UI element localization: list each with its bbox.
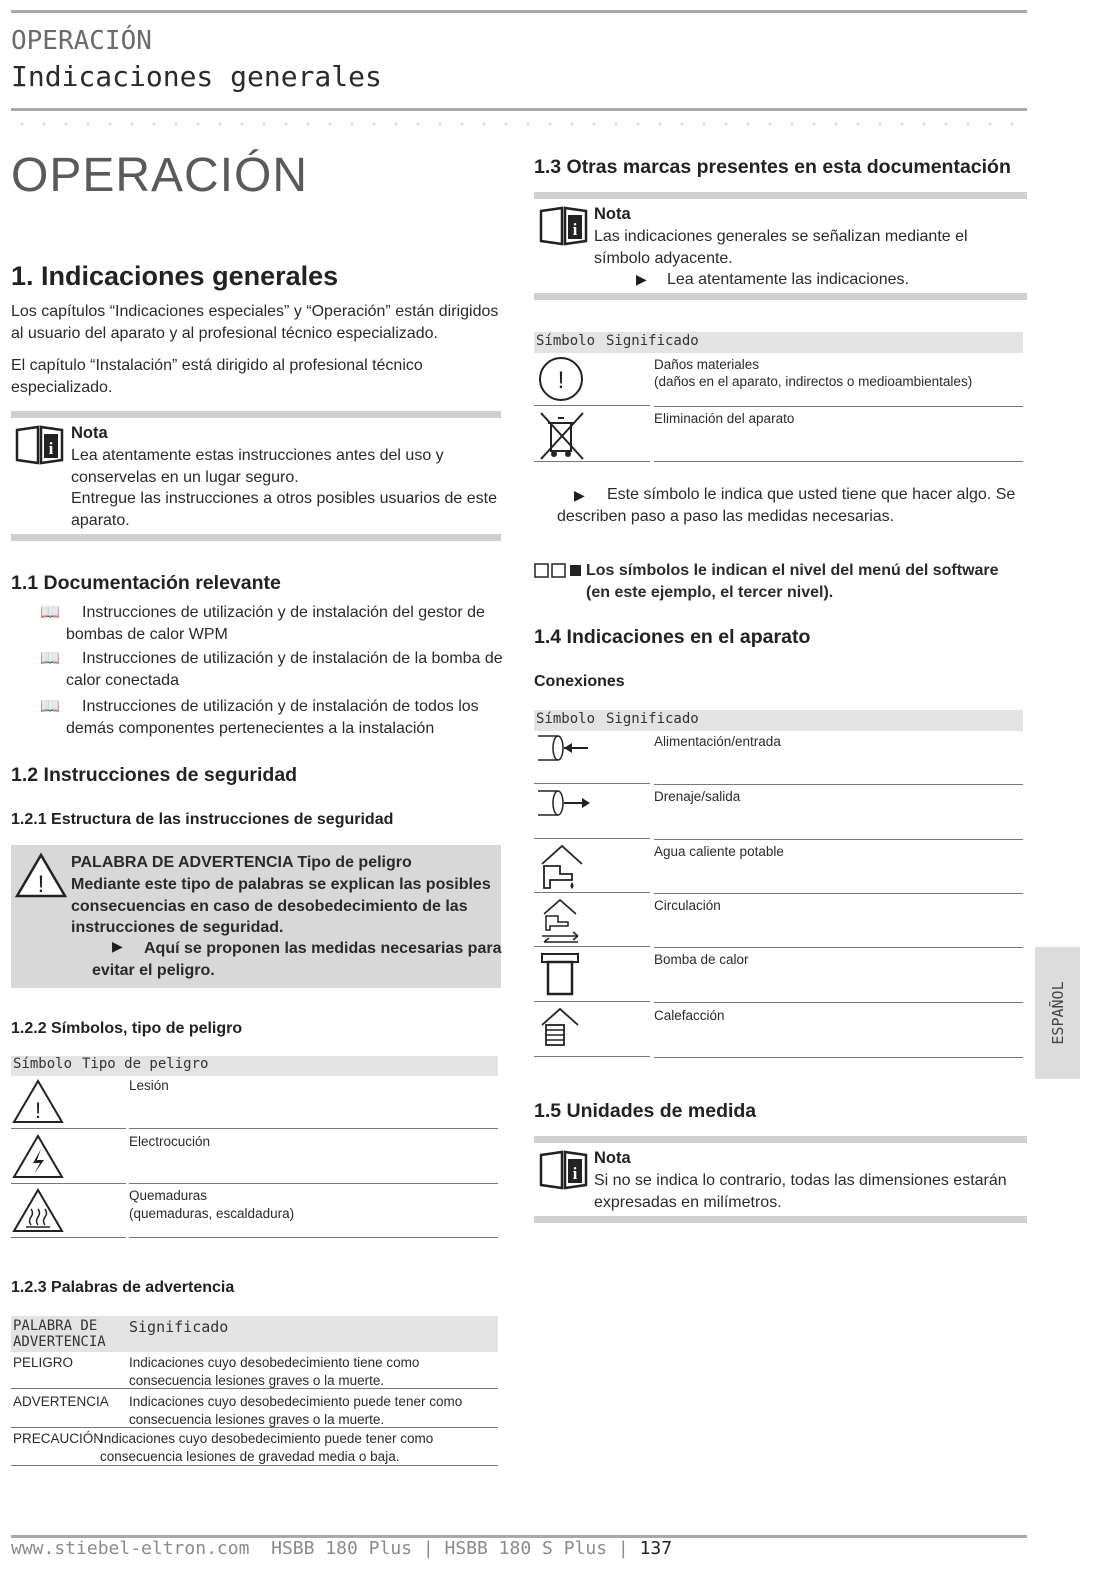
info-book-icon xyxy=(538,205,590,247)
note-bottom-bar xyxy=(534,293,1027,300)
section-1-2-3-title: 1.2.3 Palabras de advertencia xyxy=(11,1279,235,1296)
warning-heading: PALABRA DE ADVERTENCIA Tipo de peligro xyxy=(71,854,412,871)
info-book-icon xyxy=(538,1149,590,1191)
page-title: OPERACIÓN xyxy=(11,149,309,202)
note-text-1: Lea atentamente estas instrucciones antes del uso y conservelas en un lugar seguro. xyxy=(71,447,444,486)
connections-col-symbol: Símbolo xyxy=(536,711,596,727)
hazard-col-type: Tipo de peligro xyxy=(82,1056,209,1072)
circulation-icon xyxy=(538,896,586,946)
hazard-text: Quemaduras xyxy=(129,1188,208,1203)
marks-text-detail: (daños en el aparato, indirectos o medioambientales) xyxy=(654,374,973,389)
warnings-col-word: PALABRA DE ADVERTENCIA xyxy=(13,1318,106,1350)
electric-shock-icon xyxy=(12,1133,64,1179)
heating-icon xyxy=(538,1005,586,1049)
connection-text: Agua caliente potable xyxy=(654,844,784,859)
marks-text: Eliminación del aparato xyxy=(654,411,795,426)
warning-word: PRECAUCIÓN xyxy=(13,1431,104,1446)
section-1-paragraph-1: Los capítulos “Indicaciones especiales” y “Operación” están dirigidos al usuario del aparato y al profesional técnico especializado. xyxy=(11,303,499,342)
menu-level-icon xyxy=(534,563,584,579)
warning-meaning: Indicaciones cuyo desobedecimiento tiene como consecuencia lesiones graves o la muerte. xyxy=(129,1355,420,1388)
note-action: Lea atentamente las indicaciones. xyxy=(667,271,909,288)
list-item: 📖 Instrucciones de utilización y de instalación de la bomba de calor conectada xyxy=(40,650,503,689)
info-book-icon xyxy=(14,424,66,466)
svg-text:!: ! xyxy=(557,367,565,394)
warnings-col-meaning: Significado xyxy=(129,1318,229,1336)
hazard-text-detail: (quemaduras, escaldadura) xyxy=(129,1206,295,1221)
section-1-1-title: 1.1 Documentación relevante xyxy=(11,572,281,594)
section-1-2-title: 1.2 Instrucciones de seguridad xyxy=(11,764,298,786)
marks-col-meaning: Significado xyxy=(606,333,699,349)
book-icon: 📖 xyxy=(40,604,60,621)
section-1-2-1-title: 1.2.1 Estructura de las instrucciones de seguridad xyxy=(11,811,394,828)
marks-col-symbol: Símbolo xyxy=(536,333,596,349)
svg-text:i: i xyxy=(572,1164,578,1183)
outlet-icon xyxy=(536,788,592,818)
warning-word: ADVERTENCIA xyxy=(13,1394,109,1409)
heat-pump-icon xyxy=(538,950,586,1000)
footer-models: HSBB 180 Plus | HSBB 180 S Plus | xyxy=(271,1538,629,1559)
action-arrow-icon: ▶ xyxy=(112,938,123,954)
list-item: 📖 Instrucciones de utilización y de instalación de todos los demás componentes pertenecientes a la instalación xyxy=(40,698,479,737)
svg-text:i: i xyxy=(48,439,54,458)
note-label: Nota xyxy=(594,205,631,223)
connection-text: Alimentación/entrada xyxy=(654,734,781,749)
language-tab: ESPAÑOL xyxy=(1035,947,1080,1079)
list-item: 📖 Instrucciones de utilización y de instalación del gestor de bombas de calor WPM xyxy=(40,604,485,643)
menu-level-text: Los símbolos le indican el nivel del menú del software (en este ejemplo, el tercer nivel). xyxy=(586,562,999,601)
action-arrow-icon: ▶ xyxy=(636,271,647,287)
section-1-3-title: 1.3 Otras marcas presentes en esta documentación xyxy=(534,156,1011,178)
connection-text: Calefacción xyxy=(654,1008,725,1023)
hazard-text: Lesión xyxy=(129,1078,169,1093)
note-top-bar xyxy=(11,411,501,418)
doc-list xyxy=(40,602,520,742)
warning-triangle-icon xyxy=(15,852,67,898)
note-label: Nota xyxy=(71,424,108,442)
action-arrow-icon: ▶ xyxy=(574,487,585,503)
header-subtitle: Indicaciones generales xyxy=(11,60,382,93)
hazard-text: Electrocución xyxy=(129,1134,211,1149)
footer xyxy=(11,1538,672,1559)
note-label: Nota xyxy=(594,1149,631,1167)
connection-text: Bomba de calor xyxy=(654,952,749,967)
note-bottom-bar xyxy=(11,534,501,541)
section-1-title: 1. Indicaciones generales xyxy=(11,261,339,291)
inlet-icon xyxy=(536,733,592,763)
book-icon: 📖 xyxy=(40,698,60,715)
warning-word: PELIGRO xyxy=(13,1355,74,1370)
hazard-col-symbol: Símbolo xyxy=(13,1056,73,1072)
action-explanation: Este símbolo le indica que usted tiene que hacer algo. Se describen paso a paso las medidas necesarias. xyxy=(557,486,1016,525)
dotted-divider xyxy=(11,121,1027,127)
note-text-2: Entregue las instrucciones a otros posibles usuarios de este aparato. xyxy=(71,490,498,529)
connection-text: Drenaje/salida xyxy=(654,789,741,804)
footer-site[interactable]: www.stiebel-eltron.com xyxy=(11,1538,250,1559)
svg-text:!: ! xyxy=(37,871,45,898)
svg-text:i: i xyxy=(572,220,578,239)
page-number: 137 xyxy=(639,1538,673,1559)
marks-text: Daños materiales xyxy=(654,357,760,372)
warning-action: Aquí se proponen las medidas necesarias para evitar el peligro. xyxy=(92,940,502,979)
warning-triangle-icon xyxy=(12,1078,64,1124)
note-text: Si no se indica lo contrario, todas las dimensiones estarán expresadas en milímetros. xyxy=(594,1172,1007,1211)
section-1-2-2-title: 1.2.2 Símbolos, tipo de peligro xyxy=(11,1020,243,1037)
hot-surface-icon xyxy=(12,1187,64,1233)
connection-text: Circulación xyxy=(654,898,721,913)
exclamation-circle-icon xyxy=(537,356,587,402)
warning-meaning: Indicaciones cuyo desobedecimiento puede tener como consecuencia lesiones graves o la muerte. xyxy=(129,1394,463,1427)
warning-text: Mediante este tipo de palabras se explican las posibles consecuencias en caso de desobedecimiento de las instrucciones de seguridad. xyxy=(71,876,491,936)
book-icon: 📖 xyxy=(40,650,60,667)
section-1-paragraph-2: El capítulo “Instalación” está dirigido al profesional técnico especializado. xyxy=(11,357,423,396)
note-top-bar xyxy=(534,1136,1027,1143)
note-text: Las indicaciones generales se señalizan mediante el símbolo adyacente. xyxy=(594,228,968,267)
crossed-bin-icon xyxy=(537,409,587,461)
hot-water-icon xyxy=(538,842,586,892)
svg-text:!: ! xyxy=(34,1098,42,1123)
section-1-5-title: 1.5 Unidades de medida xyxy=(534,1100,757,1122)
note-top-bar xyxy=(534,192,1027,199)
connections-col-meaning: Significado xyxy=(606,711,699,727)
note-bottom-bar xyxy=(534,1216,1027,1223)
warning-meaning: Indicaciones cuyo desobedecimiento puede tener como consecuencia lesiones de gravedad media o baja. xyxy=(100,1431,434,1464)
connections-subtitle: Conexiones xyxy=(534,673,625,690)
section-1-4-title: 1.4 Indicaciones en el aparato xyxy=(534,626,811,648)
header-section: OPERACIÓN xyxy=(11,26,152,56)
